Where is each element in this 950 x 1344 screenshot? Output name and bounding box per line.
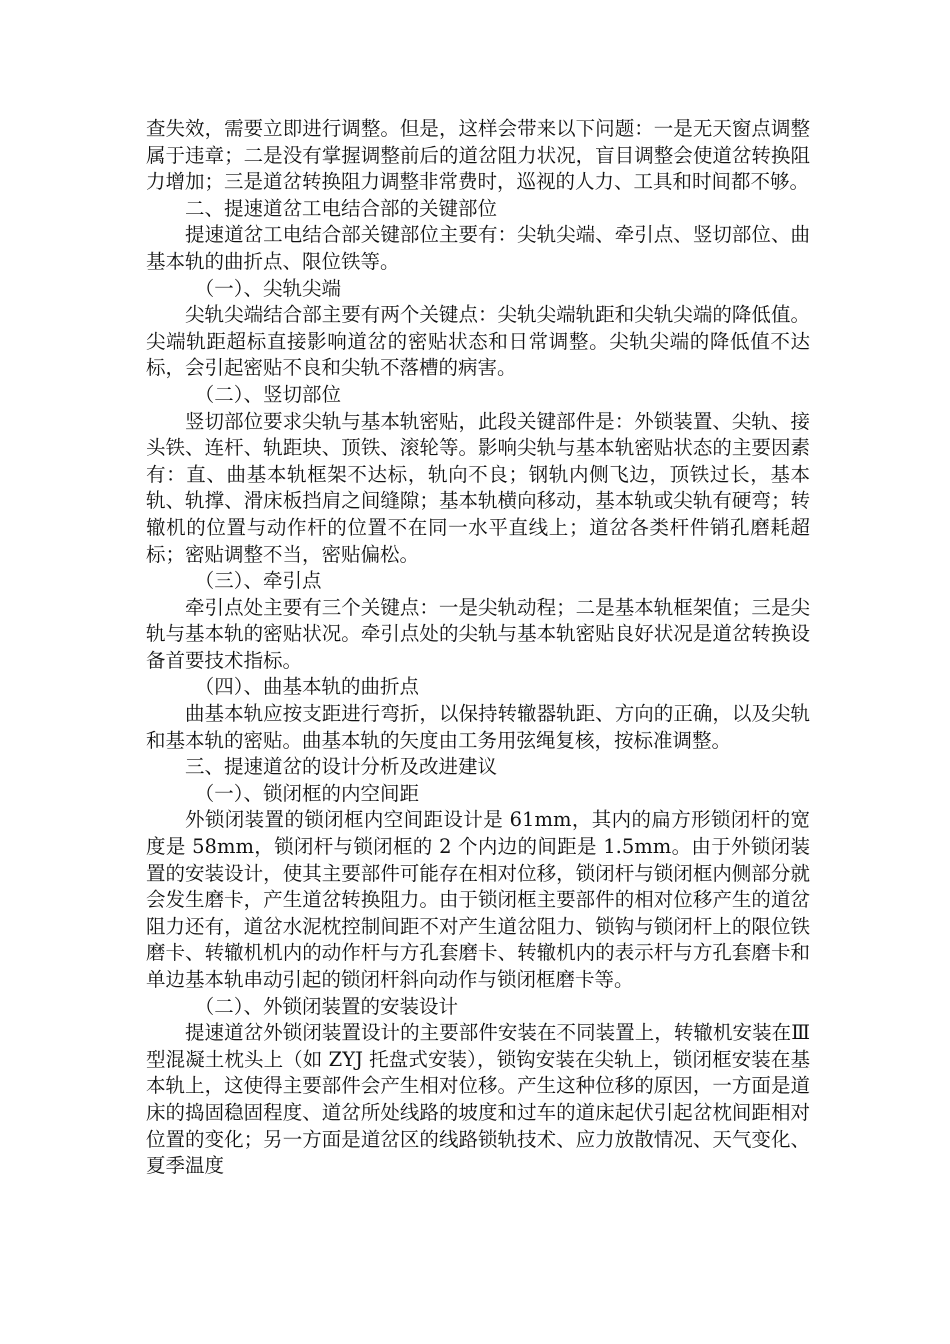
subheading-vertical-cut: （二）、竖切部位 [194, 382, 342, 406]
paragraph-continued: 查失效，需要立即进行调整。但是，这样会带来以下问题：一是无天窗点调整属于违章；二是没有掌握调整前后的道岔阻力状况，盲目调整会使道岔转换阻力增加；三是道岔转换阻力调整非常费时，巡视的人力、工具和时间都不够。 [146, 117, 810, 194]
subheading-external-lock-install: （二）、外锁闭装置的安装设计 [194, 994, 459, 1018]
document-page [146, 116, 810, 1180]
subheading-bend-point: （四）、曲基本轨的曲折点 [194, 675, 420, 699]
subheading-traction-point: （三）、牵引点 [194, 569, 322, 593]
section-heading-3: 三、提速道岔的设计分析及改进建议 [185, 755, 498, 779]
paragraph-traction-point: 牵引点处主要有三个关键点：一是尖轨动程；二是基本轨框架值；三是尖轨与基本轨的密贴状况。牵引点处的尖轨与基本轨密贴良好状况是道岔转换设备首要技术指标。 [146, 595, 810, 672]
paragraph-switch-tip: 尖轨尖端结合部主要有两个关键点：尖轨尖端轨距和尖轨尖端的降低值。尖端轨距超标直接影响道岔的密贴状态和日常调整。尖轨尖端的降低值不达标，会引起密贴不良和尖轨不落槽的病害。 [146, 303, 810, 380]
paragraph-external-lock-install: 提速道岔外锁闭装置设计的主要部件安装在不同装置上，转辙机安装在Ⅲ型混凝土枕头上（如 ZYJ 托盘式安装），锁钩安装在尖轨上，锁闭框安装在基本轨上，这使得主要部件会产生相对位移。产生这种位移的原因，一方面是道床的捣固稳固程度、道岔所处线路的坡度和过车的道床起伏引起岔枕间距相对位置的变化；另一方面是道岔区的线路锁轨技术、应力放散情况、天气变化、夏季温度 [146, 1021, 810, 1178]
subheading-switch-tip: （一）、尖轨尖端 [194, 276, 342, 300]
paragraph-lock-frame-gap: 外锁闭装置的锁闭框内空间距设计是 61mm，其内的扁方形锁闭杆的宽度是 58mm，锁闭杆与锁闭框的 2 个内边的间距是 1.5mm。由于外锁闭装置的安装设计，使其主要部件可能存在相对位移，锁闭杆与锁闭框内侧部分就会发生磨卡，产生道岔转换阻力。由于锁闭框主要部件的相对位移产生的道岔阻力还有，道岔水泥枕控制间距不对产生道岔阻力、锁钩与锁闭杆上的限位铁磨卡、转辙机机内的动作杆与方孔套磨卡、转辙机内的表示杆与方孔套磨卡和单边基本轨串动引起的锁闭杆斜向动作与锁闭框磨卡等。 [146, 808, 810, 991]
section-heading-2: 二、提速道岔工电结合部的关键部位 [185, 196, 498, 220]
paragraph-key-parts: 提速道岔工电结合部关键部位主要有：尖轨尖端、牵引点、竖切部位、曲基本轨的曲折点、限位铁等。 [146, 223, 810, 273]
paragraph-bend-point: 曲基本轨应按支距进行弯折，以保持转辙器轨距、方向的正确，以及尖轨和基本轨的密贴。曲基本轨的矢度由工务用弦绳复核，按标准调整。 [146, 702, 810, 752]
paragraph-vertical-cut: 竖切部位要求尖轨与基本轨密贴，此段关键部件是：外锁装置、尖轨、接头铁、连杆、轨距块、顶铁、滚轮等。影响尖轨与基本轨密贴状态的主要因素有：直、曲基本轨框架不达标，轨向不良；钢轨内侧飞边，顶铁过长，基本轨、轨撑、滑床板挡肩之间缝隙；基本轨横向移动，基本轨或尖轨有硬弯；转辙机的位置与动作杆的位置不在同一水平直线上；道岔各类杆件销孔磨耗超标；密贴调整不当，密贴偏松。 [146, 409, 810, 566]
subheading-lock-frame-gap: （一）、锁闭框的内空间距 [194, 781, 420, 805]
